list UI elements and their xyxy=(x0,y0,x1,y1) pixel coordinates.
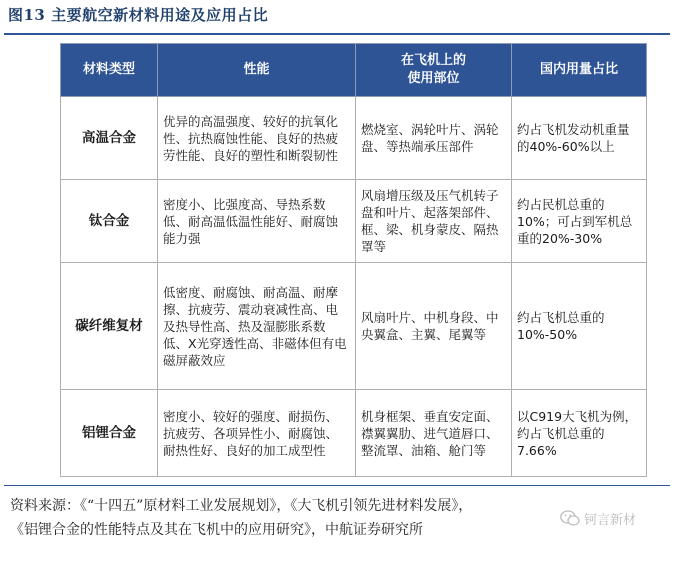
header-properties: 性能 xyxy=(158,44,356,97)
material-share: 以C919大飞机为例，约占飞机总重的7.66% xyxy=(512,390,647,477)
source-line-2: 《铝锂合金的性能特点及其在飞机中的应用研究》，中航证券研究所 xyxy=(10,522,423,538)
header-material-type: 材料类型 xyxy=(61,44,158,97)
material-properties: 密度小、比强度高、导热系数低、耐高温低温性能好、耐腐蚀能力强 xyxy=(158,180,356,263)
title-divider xyxy=(4,33,670,35)
figure-title: 图13 主要航空新材料用途及应用占比 xyxy=(8,6,269,24)
material-usage: 机身框架、垂直安定面、襟翼翼肋、进气道唇口、整流罩、油箱、舱门等 xyxy=(356,390,512,477)
material-usage: 风扇增压级及压气机转子盘和叶片、起落架部件、框、梁、机身蒙皮、隔热罩等 xyxy=(356,180,512,263)
table-row xyxy=(61,97,647,180)
material-name: 高温合金 xyxy=(61,97,158,180)
materials-table xyxy=(60,43,647,477)
material-properties: 密度小、较好的强度、耐损伤、抗疲劳、各项异性小、耐腐蚀、耐热性好、良好的加工成型性 xyxy=(158,390,356,477)
watermark-text: 钶言新材 xyxy=(584,513,637,528)
material-properties: 低密度、耐腐蚀、耐高温、耐摩擦、抗疲劳、震动衰减性高、电及热导性高、热及湿膨胀系数低、X光穿透性高、非磁体但有电磁屏蔽效应 xyxy=(158,263,356,390)
material-share: 约占飞机总重的10%-50% xyxy=(512,263,647,390)
material-name: 碳纤维复材 xyxy=(61,263,158,390)
source-note xyxy=(10,494,610,542)
table-row xyxy=(61,180,647,263)
material-properties: 优异的高温强度、较好的抗氧化性、抗热腐蚀性能、良好的热疲劳性能、良好的塑性和断裂韧性 xyxy=(158,97,356,180)
table-row xyxy=(61,390,647,477)
material-share: 约占飞机发动机重量的40%-60%以上 xyxy=(512,97,647,180)
material-name: 钛合金 xyxy=(61,180,158,263)
table-header-row xyxy=(61,44,647,97)
table-row xyxy=(61,263,647,390)
wechat-icon xyxy=(560,510,580,527)
header-usage xyxy=(356,44,512,97)
source-line-1: 资料来源：《“十四五”原材料工业发展规划》，《大飞机引领先进材料发展》， xyxy=(10,498,473,514)
header-domestic-share: 国内用量占比 xyxy=(512,44,647,97)
watermark xyxy=(560,509,636,528)
material-name: 铝锂合金 xyxy=(61,390,158,477)
source-divider xyxy=(4,485,670,486)
material-usage: 燃烧室、涡轮叶片、涡轮盘、等热端承压部件 xyxy=(356,97,512,180)
header-usage-text: 在飞机上的 使用部位 xyxy=(400,53,466,86)
material-share: 约占民机总重的10%；可占到军机总重的20%-30% xyxy=(512,180,647,263)
material-usage: 风扇叶片、中机身段、中央翼盒、主翼、尾翼等 xyxy=(356,263,512,390)
